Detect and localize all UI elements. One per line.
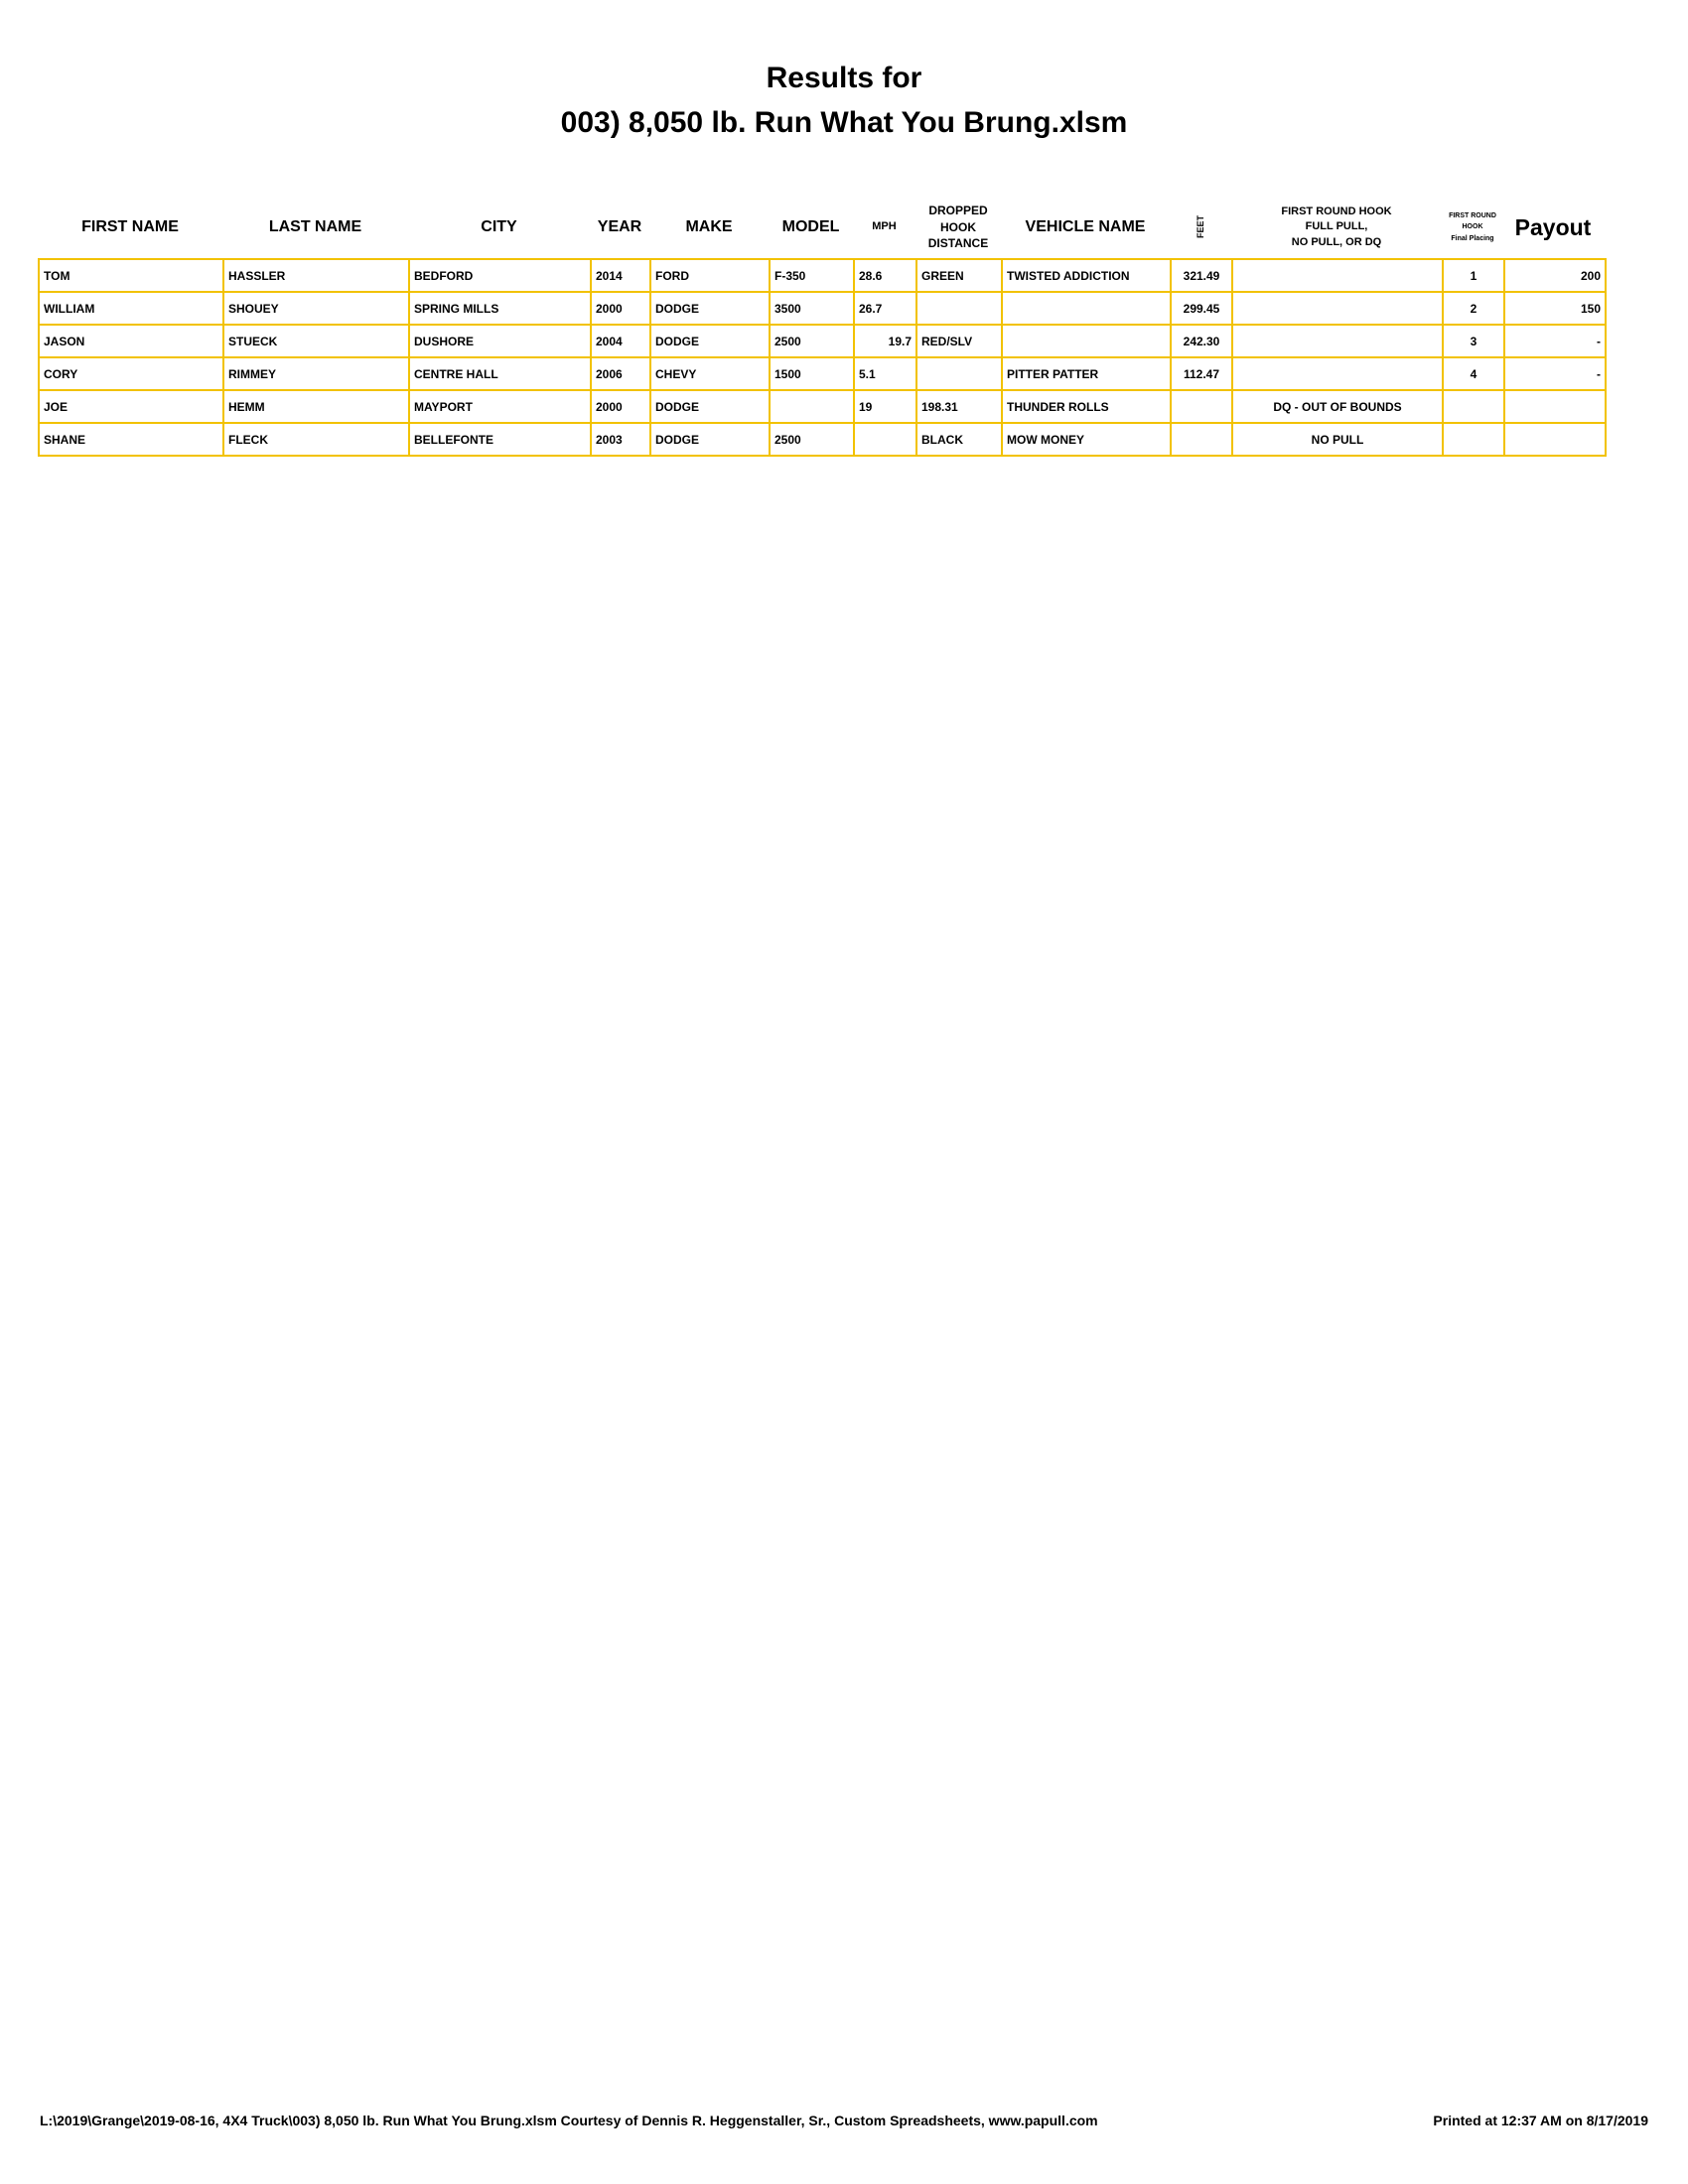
header-dropped-hook-distance xyxy=(915,195,1001,260)
cell-vehicle-name: PITTER PATTER xyxy=(1002,357,1171,390)
cell-final-placing: 1 xyxy=(1443,259,1504,292)
cell-make: DODGE xyxy=(650,390,770,423)
table-row xyxy=(39,390,1606,423)
cell-model: 2500 xyxy=(770,325,854,357)
column-header-row xyxy=(38,195,1607,260)
cell-last-name: RIMMEY xyxy=(223,357,409,390)
header-first-round-hook xyxy=(1231,195,1442,260)
cell-city: CENTRE HALL xyxy=(409,357,591,390)
cell-mph: 26.7 xyxy=(854,292,916,325)
cell-vehicle-name: MOW MONEY xyxy=(1002,423,1171,456)
results-table xyxy=(38,258,1607,457)
cell-feet: 112.47 xyxy=(1171,357,1232,390)
header-first-round-line-2: FULL PULL, xyxy=(1305,220,1368,233)
cell-payout xyxy=(1504,390,1606,423)
cell-year: 2006 xyxy=(591,357,650,390)
cell-first-name: SHANE xyxy=(39,423,223,456)
table-row xyxy=(39,325,1606,357)
cell-dropped-hook xyxy=(916,292,1002,325)
cell-model xyxy=(770,390,854,423)
cell-mph: 19.7 xyxy=(854,325,916,357)
cell-last-name: HASSLER xyxy=(223,259,409,292)
cell-city: BEDFORD xyxy=(409,259,591,292)
cell-vehicle-name xyxy=(1002,292,1171,325)
cell-dropped-hook xyxy=(916,357,1002,390)
header-city: CITY xyxy=(481,217,517,235)
cell-make: DODGE xyxy=(650,423,770,456)
cell-last-name: STUECK xyxy=(223,325,409,357)
cell-last-name: FLECK xyxy=(223,423,409,456)
cell-first-name: WILLIAM xyxy=(39,292,223,325)
cell-first-name: JOE xyxy=(39,390,223,423)
cell-first-name: CORY xyxy=(39,357,223,390)
cell-feet xyxy=(1171,423,1232,456)
cell-city: SPRING MILLS xyxy=(409,292,591,325)
cell-model: F-350 xyxy=(770,259,854,292)
cell-model: 1500 xyxy=(770,357,854,390)
cell-first-round-status xyxy=(1232,325,1443,357)
cell-vehicle-name: THUNDER ROLLS xyxy=(1002,390,1171,423)
cell-payout xyxy=(1504,423,1606,456)
cell-mph: 5.1 xyxy=(854,357,916,390)
cell-mph: 28.6 xyxy=(854,259,916,292)
cell-first-round-status xyxy=(1232,259,1443,292)
cell-final-placing: 4 xyxy=(1443,357,1504,390)
cell-first-round-status: DQ - OUT OF BOUNDS xyxy=(1232,390,1443,423)
cell-feet: 242.30 xyxy=(1171,325,1232,357)
header-first-round-line-1: FIRST ROUND HOOK xyxy=(1281,205,1392,217)
cell-model: 2500 xyxy=(770,423,854,456)
header-make: MAKE xyxy=(685,217,733,235)
header-model: MODEL xyxy=(781,217,840,235)
cell-mph xyxy=(854,423,916,456)
cell-city: MAYPORT xyxy=(409,390,591,423)
cell-year: 2004 xyxy=(591,325,650,357)
cell-first-name: JASON xyxy=(39,325,223,357)
cell-first-round-status xyxy=(1232,357,1443,390)
cell-first-round-status xyxy=(1232,292,1443,325)
cell-final-placing xyxy=(1443,423,1504,456)
header-placing-line-1: FIRST ROUND xyxy=(1449,212,1496,220)
cell-mph: 19 xyxy=(854,390,916,423)
header-first-round-line-3: NO PULL, OR DQ xyxy=(1291,235,1382,248)
cell-dropped-hook: 198.31 xyxy=(916,390,1002,423)
header-payout: Payout xyxy=(1514,213,1592,240)
header-feet: FEET xyxy=(1195,215,1205,239)
header-dropped-line-3: DISTANCE xyxy=(927,236,989,251)
table-row xyxy=(39,292,1606,325)
cell-model: 3500 xyxy=(770,292,854,325)
header-dropped-line-1: DROPPED xyxy=(928,203,988,217)
cell-final-placing: 2 xyxy=(1443,292,1504,325)
cell-make: DODGE xyxy=(650,325,770,357)
header-mph: MPH xyxy=(872,220,897,233)
table-row xyxy=(39,423,1606,456)
cell-city: DUSHORE xyxy=(409,325,591,357)
file-title: 003) 8,050 lb. Run What You Brung.xlsm xyxy=(560,106,1128,139)
cell-vehicle-name xyxy=(1002,325,1171,357)
cell-vehicle-name: TWISTED ADDICTION xyxy=(1002,259,1171,292)
cell-feet: 321.49 xyxy=(1171,259,1232,292)
header-dropped-line-2: HOOK xyxy=(939,219,976,234)
header-last-name: LAST NAME xyxy=(268,217,362,235)
table-row xyxy=(39,357,1606,390)
cell-year: 2000 xyxy=(591,292,650,325)
cell-dropped-hook: RED/SLV xyxy=(916,325,1002,357)
header-placing-line-2: HOOK xyxy=(1462,223,1483,231)
footer-file-path: L:\2019\Grange\2019-08-16, 4X4 Truck\003) 8,050 lb. Run What You Brung.xlsm Courtesy of Dennis R. Heggenstaller, Sr., Custom Spreadsheets, www.papull.com xyxy=(40,2113,1098,2128)
cell-final-placing xyxy=(1443,390,1504,423)
cell-year: 2003 xyxy=(591,423,650,456)
cell-payout: 200 xyxy=(1504,259,1606,292)
cell-feet xyxy=(1171,390,1232,423)
header-final-placing xyxy=(1442,195,1503,260)
table-row xyxy=(39,259,1606,292)
cell-dropped-hook: BLACK xyxy=(916,423,1002,456)
cell-last-name: SHOUEY xyxy=(223,292,409,325)
cell-feet: 299.45 xyxy=(1171,292,1232,325)
cell-make: CHEVY xyxy=(650,357,770,390)
cell-last-name: HEMM xyxy=(223,390,409,423)
header-first-name: FIRST NAME xyxy=(81,217,179,235)
header-vehicle-name: VEHICLE NAME xyxy=(1025,217,1146,235)
cell-payout: - xyxy=(1504,357,1606,390)
page-title: Results for xyxy=(766,62,922,94)
cell-make: FORD xyxy=(650,259,770,292)
cell-city: BELLEFONTE xyxy=(409,423,591,456)
header-year: YEAR xyxy=(597,217,642,235)
cell-first-round-status: NO PULL xyxy=(1232,423,1443,456)
header-feet-cell xyxy=(1170,195,1231,260)
cell-payout: - xyxy=(1504,325,1606,357)
footer-printed-timestamp: Printed at 12:37 AM on 8/17/2019 xyxy=(1433,2113,1648,2128)
header-placing-line-3: Final Placing xyxy=(1451,234,1494,242)
cell-first-name: TOM xyxy=(39,259,223,292)
cell-make: DODGE xyxy=(650,292,770,325)
cell-year: 2000 xyxy=(591,390,650,423)
cell-final-placing: 3 xyxy=(1443,325,1504,357)
cell-year: 2014 xyxy=(591,259,650,292)
cell-dropped-hook: GREEN xyxy=(916,259,1002,292)
cell-payout: 150 xyxy=(1504,292,1606,325)
